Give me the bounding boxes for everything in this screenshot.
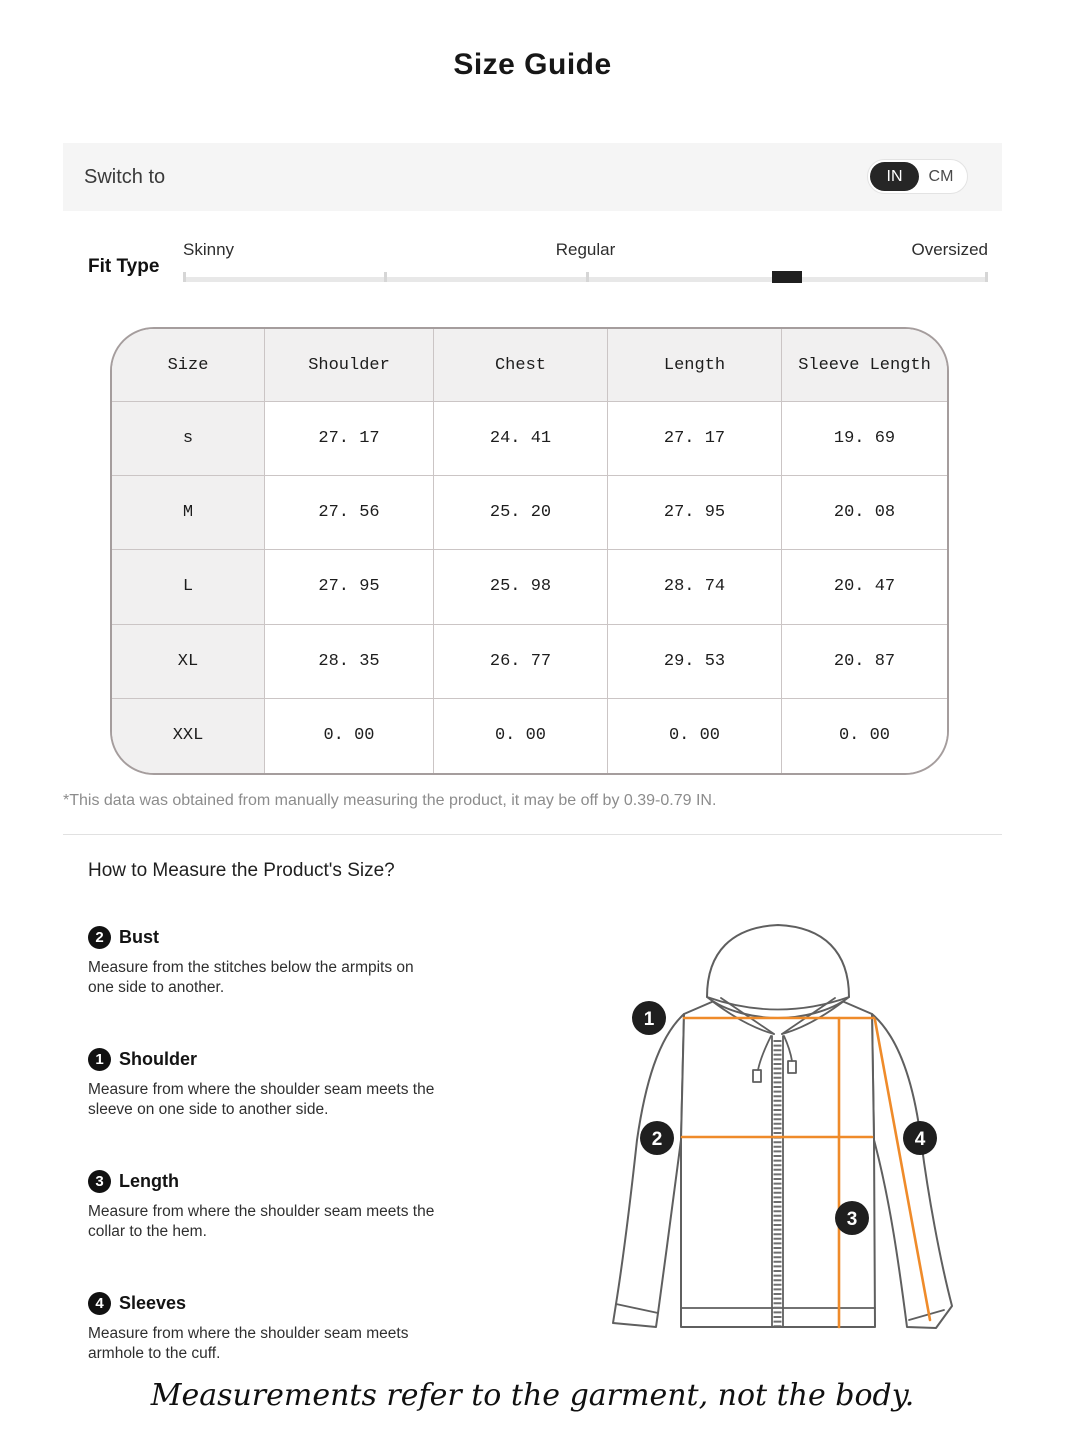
slider-tick xyxy=(985,272,988,282)
diagram-marker-3: 3 xyxy=(846,1209,858,1230)
measure-item-description: Measure from where the shoulder seam meets the sleeve on one side to another side. xyxy=(88,1081,435,1118)
measurement-disclaimer: *This data was obtained from manually measuring the product, it may be off by 0.39-0.79 IN. xyxy=(63,792,717,809)
table-cell: 27. 95 xyxy=(265,550,434,624)
number-badge-icon: 1 xyxy=(88,1048,111,1071)
garment-note: Measurements refer to the garment, not the body. xyxy=(150,1378,915,1413)
table-cell: M xyxy=(112,476,265,550)
size-table xyxy=(110,327,949,775)
measure-item-description: Measure from where the shoulder seam meets the collar to the hem. xyxy=(88,1203,435,1240)
table-cell: 27. 56 xyxy=(265,476,434,550)
table-cell: 0. 00 xyxy=(608,699,782,773)
diagram-marker-2: 2 xyxy=(651,1129,663,1150)
unit-switch-bar xyxy=(63,143,1002,211)
table-cell: 0. 00 xyxy=(434,699,608,773)
slider-tick xyxy=(183,272,186,282)
table-cell: 26. 77 xyxy=(434,625,608,699)
table-cell: 25. 20 xyxy=(434,476,608,550)
measure-item-description: Measure from where the shoulder seam meets armhole to the cuff. xyxy=(88,1325,409,1362)
slider-tick xyxy=(384,272,387,282)
section-divider xyxy=(63,834,1002,835)
table-cell: 19. 69 xyxy=(782,402,947,476)
diagram-marker-1: 1 xyxy=(643,1009,655,1030)
table-cell: s xyxy=(112,402,265,476)
table-cell: 27. 95 xyxy=(608,476,782,550)
table-cell: XXL xyxy=(112,699,265,773)
unit-option-cm[interactable]: CM xyxy=(928,167,954,185)
measure-item-bust xyxy=(88,926,508,998)
measure-item-sleeves xyxy=(88,1292,508,1364)
unit-toggle[interactable] xyxy=(867,159,968,194)
measure-item-shoulder xyxy=(88,1048,508,1120)
switch-to-label: Switch to xyxy=(84,165,166,188)
table-cell: 20. 87 xyxy=(782,625,947,699)
measure-item-title: Length xyxy=(119,1171,179,1191)
table-cell: 0. 00 xyxy=(265,699,434,773)
unit-option-in[interactable]: IN xyxy=(870,162,919,191)
measure-item-title: Bust xyxy=(119,927,159,947)
table-cell: 29. 53 xyxy=(608,625,782,699)
table-cell: 0. 00 xyxy=(782,699,947,773)
table-header-shoulder: Shoulder xyxy=(265,329,434,402)
page-title: Size Guide xyxy=(453,48,612,81)
table-header-sleeve-length: Sleeve Length xyxy=(782,329,947,402)
measure-item-length xyxy=(88,1170,508,1242)
measure-item-title: Sleeves xyxy=(119,1293,187,1313)
fit-option-regular[interactable]: Regular xyxy=(555,240,616,259)
table-cell: XL xyxy=(112,625,265,699)
diagram-marker-4: 4 xyxy=(914,1129,926,1150)
slider-handle[interactable] xyxy=(772,271,802,283)
fit-type-slider[interactable] xyxy=(183,240,988,286)
table-cell: 24. 41 xyxy=(434,402,608,476)
fit-option-oversized[interactable]: Oversized xyxy=(911,240,988,259)
how-to-measure-heading: How to Measure the Product's Size? xyxy=(88,860,395,881)
table-header-chest: Chest xyxy=(434,329,608,402)
slider-tick xyxy=(586,272,589,282)
table-cell: 20. 47 xyxy=(782,550,947,624)
number-badge-icon: 3 xyxy=(88,1170,111,1193)
fit-option-skinny[interactable]: Skinny xyxy=(183,240,235,259)
table-cell: 28. 35 xyxy=(265,625,434,699)
measure-item-description: Measure from the stitches below the armpits on one side to another. xyxy=(88,959,414,996)
hoodie-measurement-diagram-icon xyxy=(600,900,1065,1345)
table-cell: 25. 98 xyxy=(434,550,608,624)
number-badge-icon: 2 xyxy=(88,926,111,949)
table-header-length: Length xyxy=(608,329,782,402)
table-cell: 28. 74 xyxy=(608,550,782,624)
table-cell: 27. 17 xyxy=(608,402,782,476)
table-cell: L xyxy=(112,550,265,624)
table-header-size: Size xyxy=(112,329,265,402)
table-cell: 27. 17 xyxy=(265,402,434,476)
table-cell: 20. 08 xyxy=(782,476,947,550)
measure-item-title: Shoulder xyxy=(119,1049,198,1069)
fit-type-label: Fit Type xyxy=(88,256,160,277)
number-badge-icon: 4 xyxy=(88,1292,111,1315)
